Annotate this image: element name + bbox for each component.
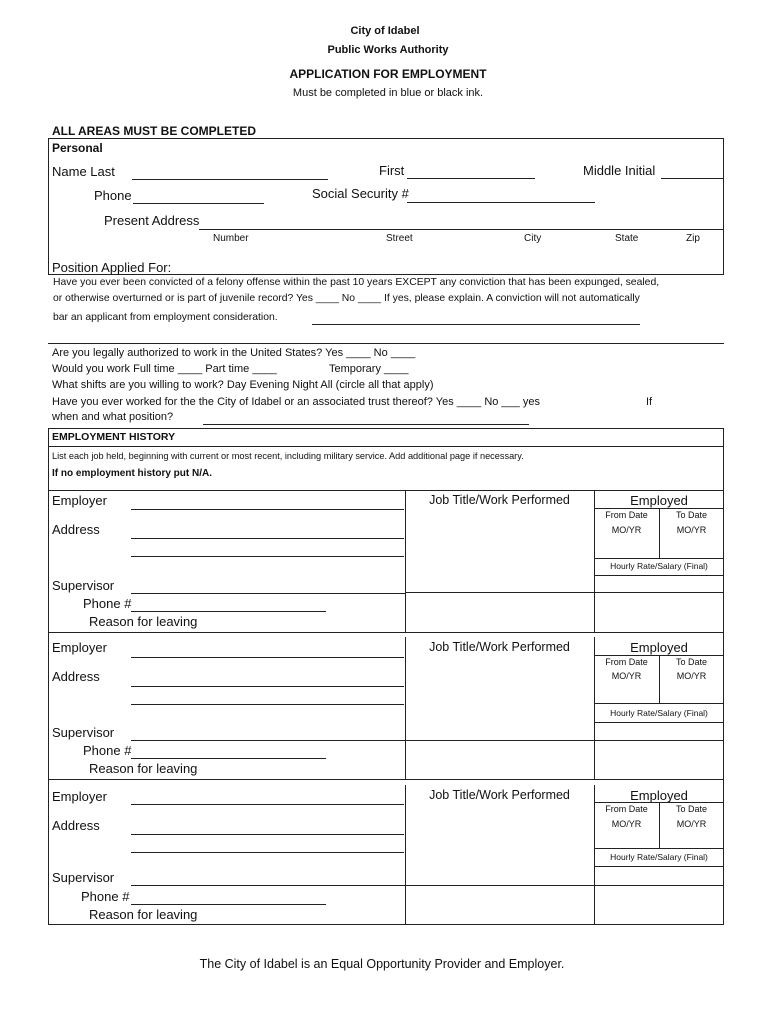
phone-field[interactable] (131, 611, 326, 612)
address-field[interactable] (131, 852, 404, 853)
divider (594, 866, 724, 867)
reason-label: Reason for leaving (89, 761, 198, 776)
divider (594, 558, 724, 559)
divider (405, 885, 724, 886)
phone-field[interactable] (133, 203, 264, 204)
divider (48, 490, 724, 491)
address-field[interactable] (131, 834, 404, 835)
to-mo-yr-label: MO/YR (676, 819, 707, 829)
authorized-question: Are you legally authorized to work in the United States? Yes ____ No ____ (52, 347, 416, 359)
phone-label: Phone (94, 188, 132, 203)
from-mo-yr-label: MO/YR (611, 819, 642, 829)
middle-initial-label: Middle Initial (583, 163, 656, 178)
ssn-field[interactable] (407, 202, 595, 203)
employer-label: Employer (52, 640, 107, 655)
employment-history-heading: EMPLOYMENT HISTORY (52, 431, 176, 443)
city-name: City of Idabel (350, 25, 420, 37)
position-applied-label: Position Applied For: (52, 260, 172, 275)
divider (405, 490, 406, 632)
shifts-question: What shifts are you willing to work? Day Evening Night All (circle all that apply) (52, 379, 434, 391)
address-field[interactable] (131, 538, 404, 539)
supervisor-field[interactable] (131, 593, 405, 594)
divider (48, 343, 724, 344)
phone-field[interactable] (131, 904, 326, 905)
ssn-label: Social Security # (312, 186, 409, 201)
felony-explanation-field[interactable] (312, 324, 640, 325)
divider (48, 779, 724, 780)
supervisor-label: Supervisor (52, 725, 115, 740)
reason-label: Reason for leaving (89, 614, 198, 629)
middle-initial-field[interactable] (661, 178, 723, 179)
to-date-label: To Date (675, 510, 708, 520)
from-date-label: From Date (605, 657, 648, 667)
employer-label: Employer (52, 789, 107, 804)
address-field[interactable] (131, 686, 404, 687)
name-last-label: Name Last (52, 164, 115, 179)
first-name-label: First (379, 163, 405, 178)
divider (594, 722, 724, 723)
last-name-field[interactable] (132, 179, 328, 180)
address-label: Address (52, 818, 100, 833)
divider (594, 655, 724, 656)
personal-heading: Personal (52, 141, 103, 155)
present-address-label: Present Address (104, 213, 200, 228)
first-name-field[interactable] (407, 178, 535, 179)
phone-label: Phone # (83, 596, 132, 611)
if-word: If (646, 396, 653, 408)
address-city-caption: City (524, 233, 542, 244)
address-state-caption: State (615, 233, 639, 244)
to-date-label: To Date (675, 804, 708, 814)
employer-label: Employer (52, 493, 107, 508)
to-mo-yr-label: MO/YR (676, 671, 707, 681)
divider (48, 446, 724, 447)
divider (594, 703, 724, 704)
job-title-label: Job Title/Work Performed (429, 640, 570, 654)
personal-section (48, 138, 724, 275)
felony-question-line1: Have you ever been convicted of a felony offense within the past 10 years EXCEPT any conviction that has been expunged, sealed, (53, 277, 660, 288)
supervisor-label: Supervisor (52, 578, 115, 593)
page-title: APPLICATION FOR EMPLOYMENT (289, 67, 487, 81)
authority-name: Public Works Authority (327, 44, 449, 56)
present-address-field[interactable] (199, 229, 723, 230)
when-position-question: when and what position? (52, 411, 174, 423)
from-mo-yr-label: MO/YR (611, 671, 642, 681)
felony-question-line3: bar an applicant from employment consideration. (53, 312, 278, 323)
reason-label: Reason for leaving (89, 907, 198, 922)
prior-position-field[interactable] (203, 424, 529, 425)
supervisor-field[interactable] (131, 740, 405, 741)
worked-before-question: Have you ever worked for the the City of Idabel or an associated trust thereof? Yes ____ No ___ yes (52, 396, 540, 408)
full-time-question: Would you work Full time ____ Part time ____ (52, 363, 277, 375)
address-zip-caption: Zip (686, 233, 700, 244)
employer-field[interactable] (131, 804, 404, 805)
from-date-label: From Date (605, 510, 648, 520)
divider (405, 785, 406, 925)
employment-instructions: List each job held, beginning with current or most recent, including military service. Add additional page if necessary. (52, 451, 524, 461)
phone-field[interactable] (131, 758, 326, 759)
divider (594, 575, 724, 576)
to-date-label: To Date (675, 657, 708, 667)
felony-question-line2: or otherwise overturned or is part of juvenile record? Yes ____ No ____ If yes, please explain. A conviction will not automatically (53, 293, 640, 304)
address-label: Address (52, 522, 100, 537)
address-street-caption: Street (386, 233, 413, 244)
no-history-note: If no employment history put N/A. (52, 468, 213, 479)
temporary-question: Temporary ____ (329, 363, 409, 375)
supervisor-field[interactable] (131, 885, 405, 886)
hourly-rate-label: Hourly Rate/Salary (Final) (610, 852, 708, 862)
from-date-label: From Date (605, 804, 648, 814)
address-field[interactable] (131, 704, 404, 705)
job-title-label: Job Title/Work Performed (429, 493, 570, 507)
address-number-caption: Number (213, 233, 249, 244)
phone-label: Phone # (81, 889, 130, 904)
job-title-label: Job Title/Work Performed (429, 788, 570, 802)
equal-opportunity-footer: The City of Idabel is an Equal Opportunity Provider and Employer. (199, 957, 565, 971)
from-mo-yr-label: MO/YR (611, 525, 642, 535)
employed-label: Employed (630, 640, 688, 655)
phone-label: Phone # (83, 743, 132, 758)
employer-field[interactable] (131, 509, 404, 510)
ink-note: Must be completed in blue or black ink. (292, 87, 484, 99)
divider (594, 848, 724, 849)
supervisor-label: Supervisor (52, 870, 115, 885)
divider (594, 508, 724, 509)
employer-field[interactable] (131, 657, 404, 658)
divider (405, 592, 724, 593)
hourly-rate-label: Hourly Rate/Salary (Final) (610, 561, 708, 571)
address-label: Address (52, 669, 100, 684)
employed-label: Employed (630, 788, 688, 803)
employed-label: Employed (630, 493, 688, 508)
all-areas-note: ALL AREAS MUST BE COMPLETED (52, 124, 257, 138)
divider (48, 632, 724, 633)
to-mo-yr-label: MO/YR (676, 525, 707, 535)
divider (405, 637, 406, 779)
hourly-rate-label: Hourly Rate/Salary (Final) (610, 708, 708, 718)
address-field[interactable] (131, 556, 404, 557)
divider (405, 740, 724, 741)
